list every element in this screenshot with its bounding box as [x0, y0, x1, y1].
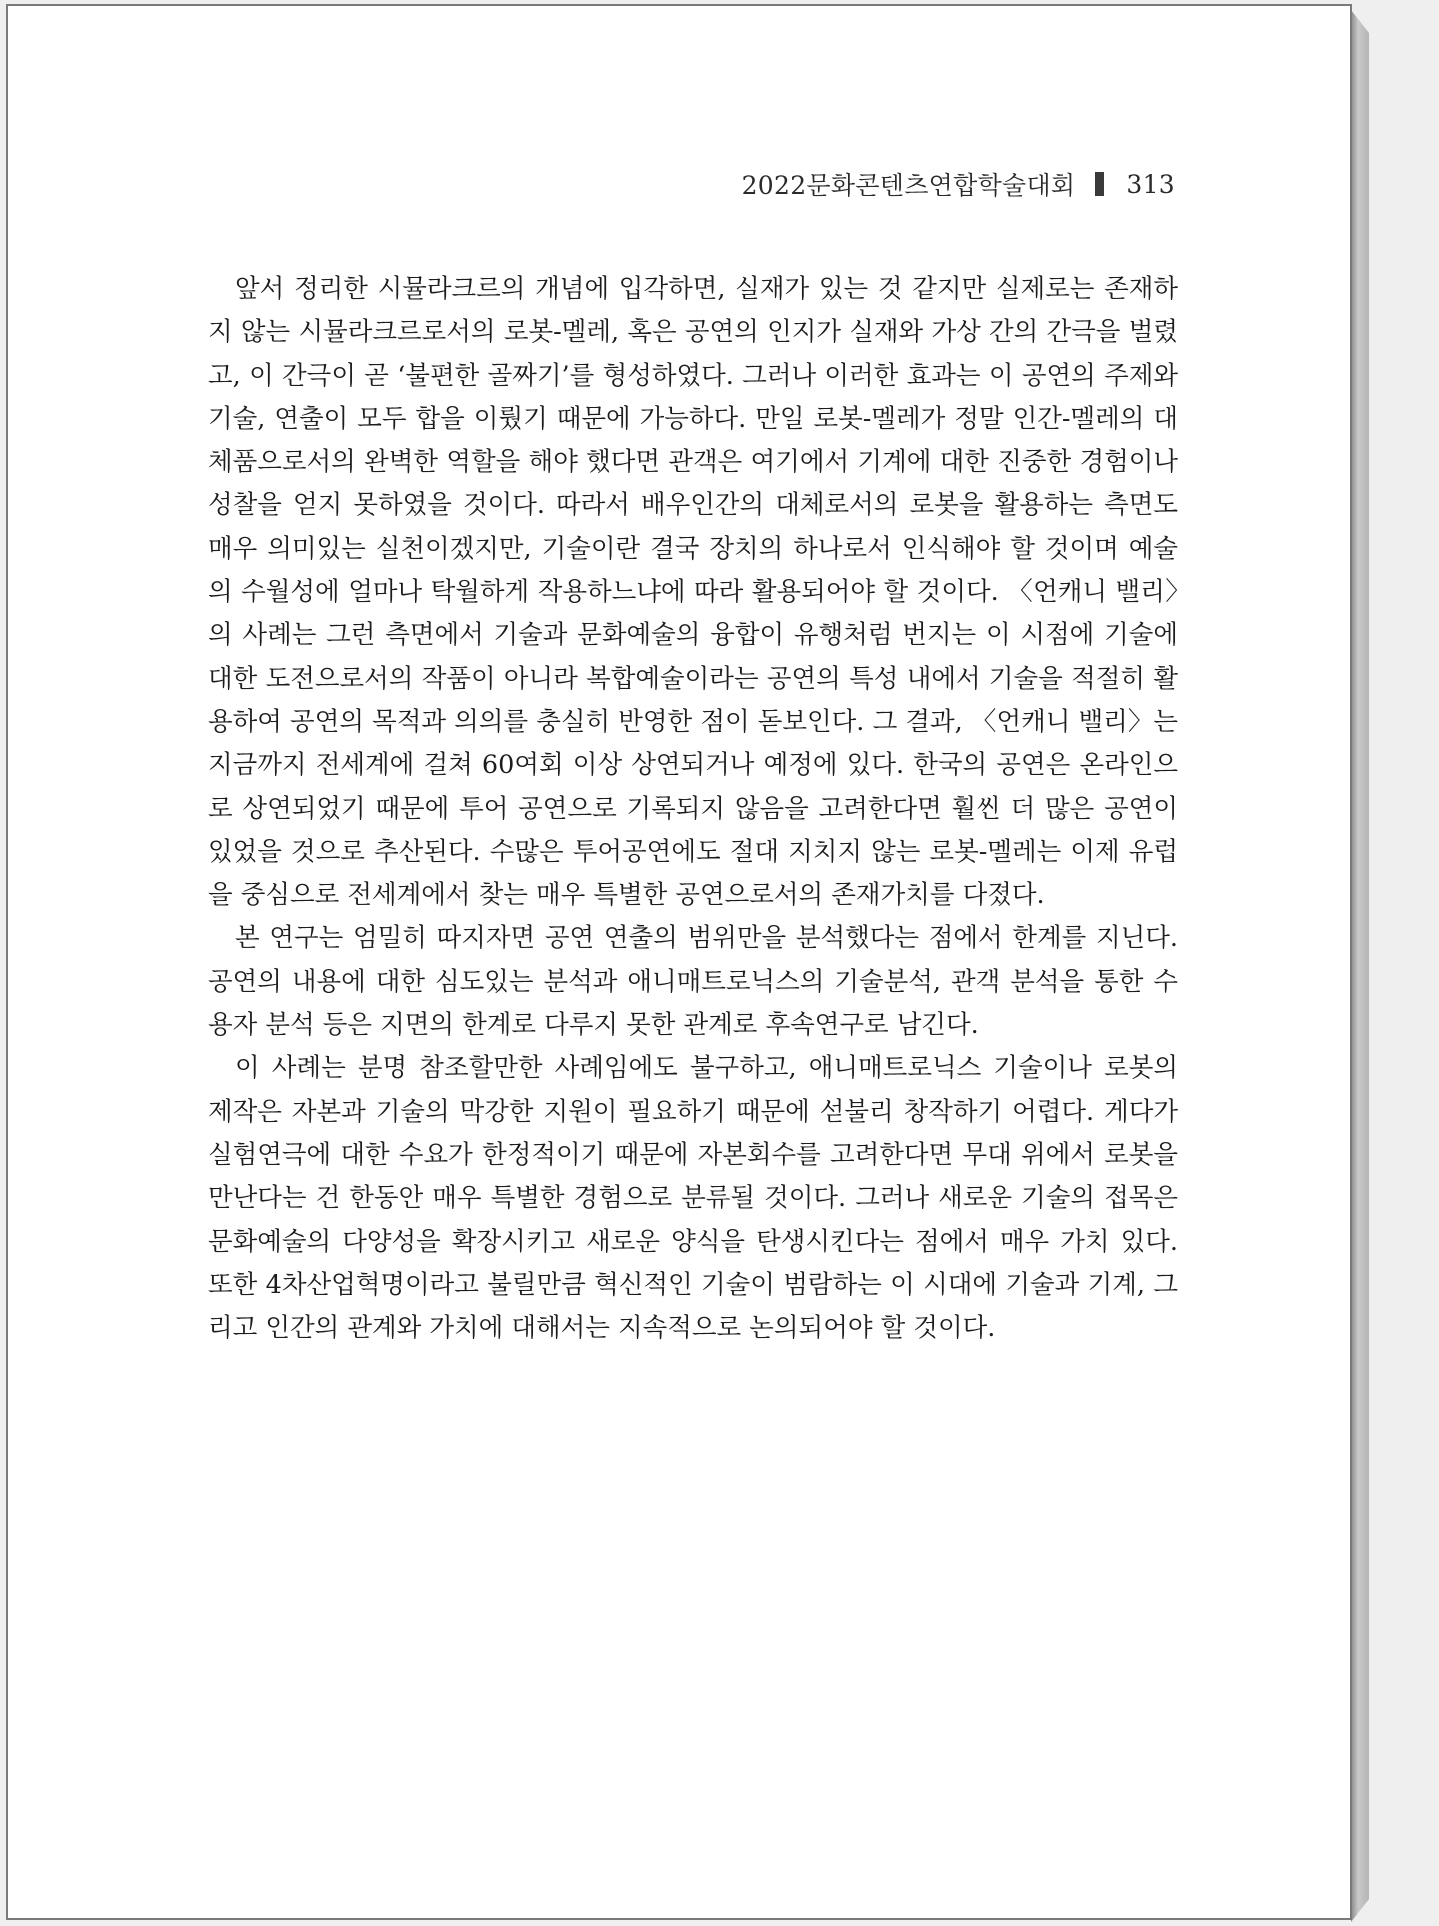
paragraph-2: 본 연구는 엄밀히 따지자면 공연 연출의 범위만을 분석했다는 점에서 한계를 지닌다. 공연의 내용에 대한 심도있는 분석과 애니매트로닉스의 기술분석, 관객 분석을 통한 수용자 분석 등은 지면의 한계로 다루지 못한 관계로 후속연구로 남긴다.: [208, 923, 1178, 1041]
header-separator-bar: [1095, 172, 1104, 196]
running-title: 2022문화콘텐츠연합학술대회: [741, 171, 1076, 200]
running-header: [742, 166, 1175, 202]
paragraph-3: 이 사례는 분명 참조할만한 사례임에도 불구하고, 애니매트로닉스 기술이나 로봇의 제작은 자본과 기술의 막강한 지원이 필요하기 때문에 섣불리 창작하기 어렵다. 게다가 실험연극에 대한 수요가 한정적이기 때문에 자본회수를 고려한다면 무대 위에서 로봇을 만난다는 건 한동안 매우 특별한 경험으로 분류될 것이다. 그러나 새로운 기술의 접목은 문화예술의 다양성을 확장시키고 새로운 양식을 탄생시킨다는 점에서 매우 가치 있다. 또한 4차산업혁명이라고 불릴만큼 혁신적인 기술이 범람하는 이 시대에 기술과 기계, 그리고 인간의 관계와 가치에 대해서는 지속적으로 논의되어야 할 것이다.: [208, 1053, 1178, 1344]
paragraph-1: 앞서 정리한 시뮬라크르의 개념에 입각하면, 실재가 있는 것 같지만 실제로는 존재하지 않는 시뮬라크르로서의 로봇-멜레, 혹은 공연의 인지가 실재와 가상 간의 간극을 벌렸고, 이 간극이 곧 ‘불편한 골짜기’를 형성하였다. 그러나 이러한 효과는 이 공연의 주제와 기술, 연출이 모두 합을 이뤘기 때문에 가능하다. 만일 로봇-멜레가 정말 인간-멜레의 대체품으로서의 완벽한 역할을 해야 했다면 관객은 여기에서 기계에 대한 진중한 경험이나 성찰을 얻지 못하였을 것이다. 따라서 배우인간의 대체로서의 로봇을 활용하는 측면도 매우 의미있는 실천이겠지만, 기술이란 결국 장치의 하나로서 인식해야 할 것이며 예술의 수월성에 얼마나 탁월하게 작용하느냐에 따라 활용되어야 할 것이다. 〈언캐니 밸리〉의 사례는 그런 측면에서 기술과 문화예술의 융합이 유행처럼 번지는 이 시점에 기술에 대한 도전으로서의 작품이 아니라 복합예술이라는 공연의 특성 내에서 기술을 적절히 활용하여 공연의 목적과 의의를 충실히 반영한 점이 돋보인다. 그 결과, 〈언캐니 밸리〉는 지금까지 전세계에 걸쳐 60여회 이상 상연되거나 예정에 있다. 한국의 공연은 온라인으로 상연되었기 때문에 투어 공연으로 기록되지 않음을 고려한다면 훨씬 더 많은 공연이 있었을 것으로 추산된다. 수많은 투어공연에도 절대 지치지 않는 로봇-멜레는 이제 유럽을 중심으로 전세계에서 찾는 매우 특별한 공연으로서의 존재가치를 다졌다.: [208, 274, 1178, 911]
body-text: [208, 268, 1178, 1350]
document-page: [6, 4, 1352, 1920]
page-edge-shadow: [1351, 10, 1369, 1922]
page-number: 313: [1126, 169, 1175, 199]
